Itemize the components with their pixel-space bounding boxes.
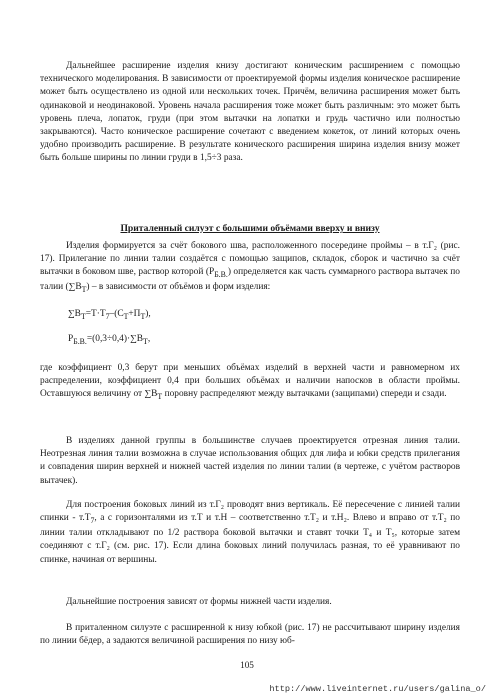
paragraph-text: Дальнейшие построения зависят от формы нижней части изделия. — [66, 597, 332, 607]
paragraph-text: Дальнейшее расширение изделия книзу достигают коническим расширением с помощью технического моделирования. В зависимости от проектируемой формы изделия коническое расширение может быть осуществлено из одной или нескольких точек. Причём, величина расширения может быть одинаковой и неодинаковой. Уровень начала расширения тоже может быть различным: это может быть уровень плеча, лопаток, груди (при этом вытачки на лопатки и грудь частично или полностью закрываются). Часто коническое расширение сочетают с введением кокеток, от линий которых очень удобно производить расширение. В результате конического расширения ширина изделия внизу может быть больше ширины по линии груди в 1,5÷3 раза. — [40, 61, 460, 164]
paragraph-side-seam — [40, 240, 460, 297]
paragraph-waist-line — [40, 435, 460, 488]
paragraph-coefficient — [40, 362, 460, 403]
page-number: 105 — [240, 660, 254, 670]
formula-total-darts: $\sum В_Т=Т\cdot Т_7-(С_Т+П_Т)$, — [68, 309, 151, 321]
paragraph-text: В изделиях данной группы в большинстве случаев проектируется отрезная линия талии. Неотрезная линия талии возможна в случае использования общих для лифа и юбки средств прилегания и совпадения ширин верхней и нижней частей изделия по линии талии (в чертеже, с учётом растворов вытачек). — [40, 436, 460, 486]
paragraph-text: Для построения боковых линий из т.Г₂ проводят вниз вертикаль. Её пересечение с линией талии спинки - $т.Т_7$, а с горизонталями из т.Т и т.Н – соответственно т.Т₂ и т.Н₂. Влево и вправо от т.Т₂ по линии талии откладывают по 1/2 раствора боковой вытачки и ставят точки Т₄ и Т₅, которые затем соединяют с т.Г₂ (см. рис. 17). Если длина боковых линий получилась разная, то её уравнивают по спинке, начиная от вершины. — [40, 500, 460, 565]
paragraph-side-lines — [40, 499, 460, 567]
watermark-url: http://www.liveinternet.ru/users/galina_o/ — [269, 684, 486, 694]
paragraph-flared-skirt — [40, 622, 460, 648]
paragraph-text: В приталенном силуэте с расширенной к низу юбкой (рис. 17) не рассчитывают ширину изделия по линии бёдер, а задаются величиной расширения по низу юб- — [40, 623, 460, 647]
paragraph-further-construction — [40, 596, 460, 609]
formula-side-dart: $Р_{Б.В.}=(0,3\div 0,4)\cdot\sum В_Т$, — [68, 334, 151, 346]
section-heading: Приталенный силуэт с большими объёмами вверху и внизу — [120, 223, 380, 234]
paragraph-conical-expansion — [40, 60, 460, 166]
paragraph-text: Изделия формируется за счёт бокового шва, расположенного посередине проймы – в т.Г₂ (рис. 17). Прилегание по линии талии создаётся с помощью защипов, складок, сборок и частично за счёт вытачки в боковом шве, раствор которой $(Р_{Б.В.})$ определяется как часть суммарного раствора вытачек по талии $(\sum В_Т)$ – в зависимости от объёмов и форм изделия: — [40, 241, 460, 295]
paragraph-text: где коэффициент 0,3 берут при меньших объёмах изделий в верхней части и равномерном их распределении, коэффициент 0,4 при больших объёмах и наличии напосков в области проймы. Оставшуюся величину от $\sum В_Т$ поровну распределяют между вытачками (защипами) спереди и сзади. — [40, 363, 460, 402]
